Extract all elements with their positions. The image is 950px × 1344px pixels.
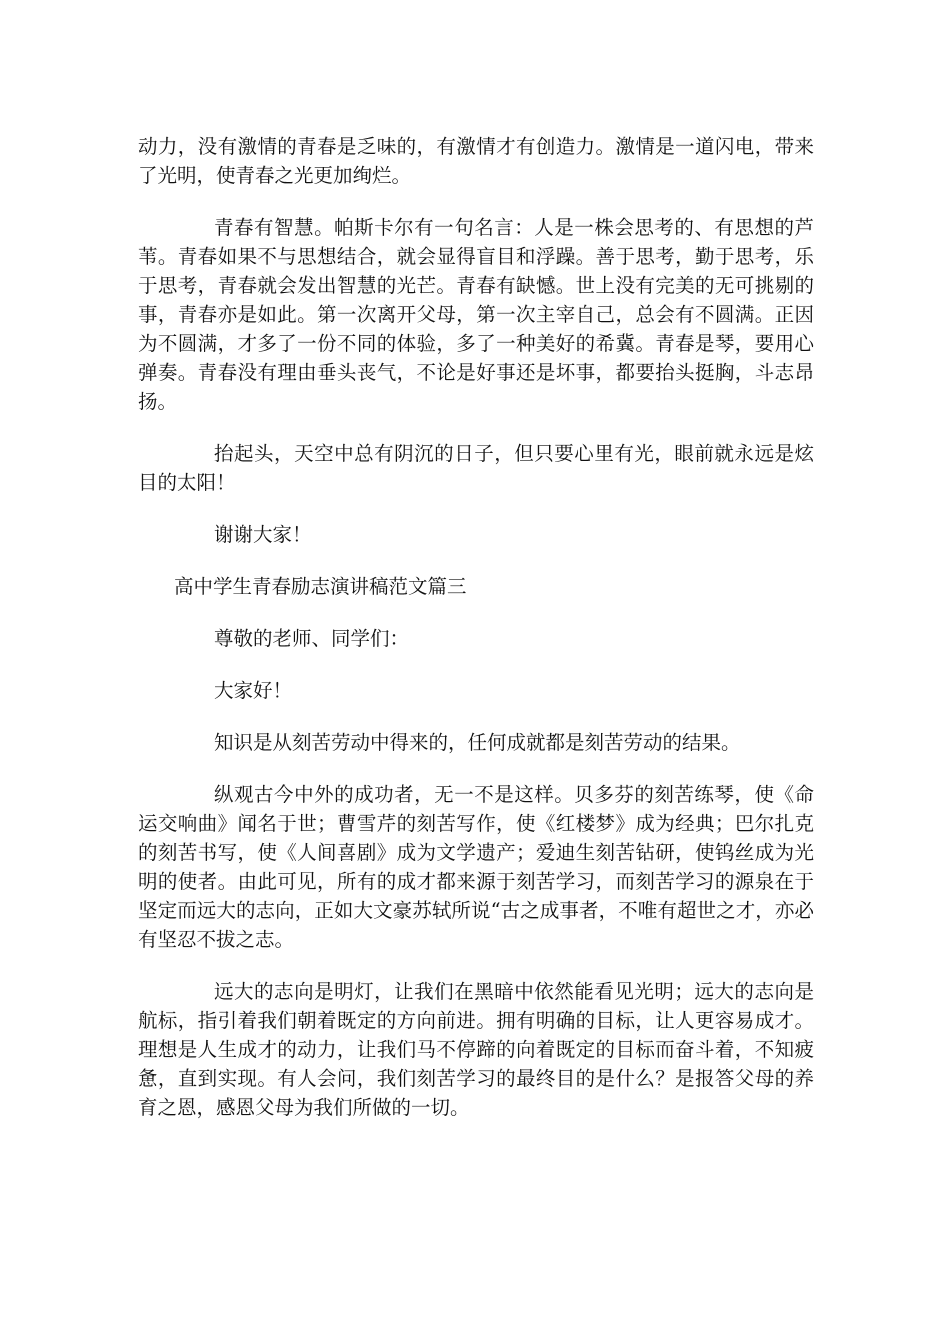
paragraph: 抬起头，天空中总有阴沉的日子，但只要心里有光，眼前就永远是炫目的太阳！ xyxy=(138,442,814,494)
paragraph-continued: 动力，没有激情的青春是乏味的，有激情才有创造力。激情是一道闪电，带来了光明，使青春之光更加绚烂。 xyxy=(138,135,814,187)
paragraph: 谢谢大家！ xyxy=(214,523,312,546)
paragraph: 远大的志向是明灯，让我们在黑暗中依然能看见光明；远大的志向是航标，指引着我们朝着既定的方向前进。拥有明确的目标，让人更容易成才。理想是人生成才的动力，让我们马不停蹄的向着既定的目标而奋斗着，不知疲惫，直到实现。有人会问，我们刻苦学习的最终目的是什么？是报答父母的养育之恩，感恩父母为我们所做的一切。 xyxy=(138,980,814,1119)
paragraph-salutation: 尊敬的老师、同学们： xyxy=(214,627,410,650)
section-heading: 高中学生青春励志演讲稿范文篇三 xyxy=(174,575,467,598)
paragraph-greeting: 大家好！ xyxy=(214,679,293,702)
paragraph: 青春有智慧。帕斯卡尔有一句名言：人是一株会思考的、有思想的芦苇。青春如果不与思想结合，就会显得盲目和浮躁。善于思考，勤于思考，乐于思考，青春就会发出智慧的光芒。青春有缺憾。世上没有完美的无可挑剔的事，青春亦是如此。第一次离开父母，第一次主宰自己，总会有不圆满。正因为不圆满，才多了一份不同的体验，多了一种美好的希冀。青春是琴，要用心弹奏。青春没有理由垂头丧气，不论是好事还是坏事，都要抬头挺胸，斗志昂扬。 xyxy=(138,216,814,413)
paragraph: 纵观古今中外的成功者，无一不是这样。贝多芬的刻苦练琴，使《命运交响曲》闻名于世；曹雪芹的刻苦写作，使《红楼梦》成为经典；巴尔扎克的刻苦书写，使《人间喜剧》成为文学遗产；爱迪生刻苦钻研，使钨丝成为光明的使者。由此可见，所有的成才都来源于刻苦学习，而刻苦学习的源泉在于坚定而远大的志向，正如大文豪苏轼所说“古之成事者，不唯有超世之才，亦必有坚忍不拔之志。 xyxy=(138,783,814,951)
paragraph: 知识是从刻苦劳动中得来的，任何成就都是刻苦劳动的结果。 xyxy=(214,731,741,754)
document-page xyxy=(138,132,814,1122)
